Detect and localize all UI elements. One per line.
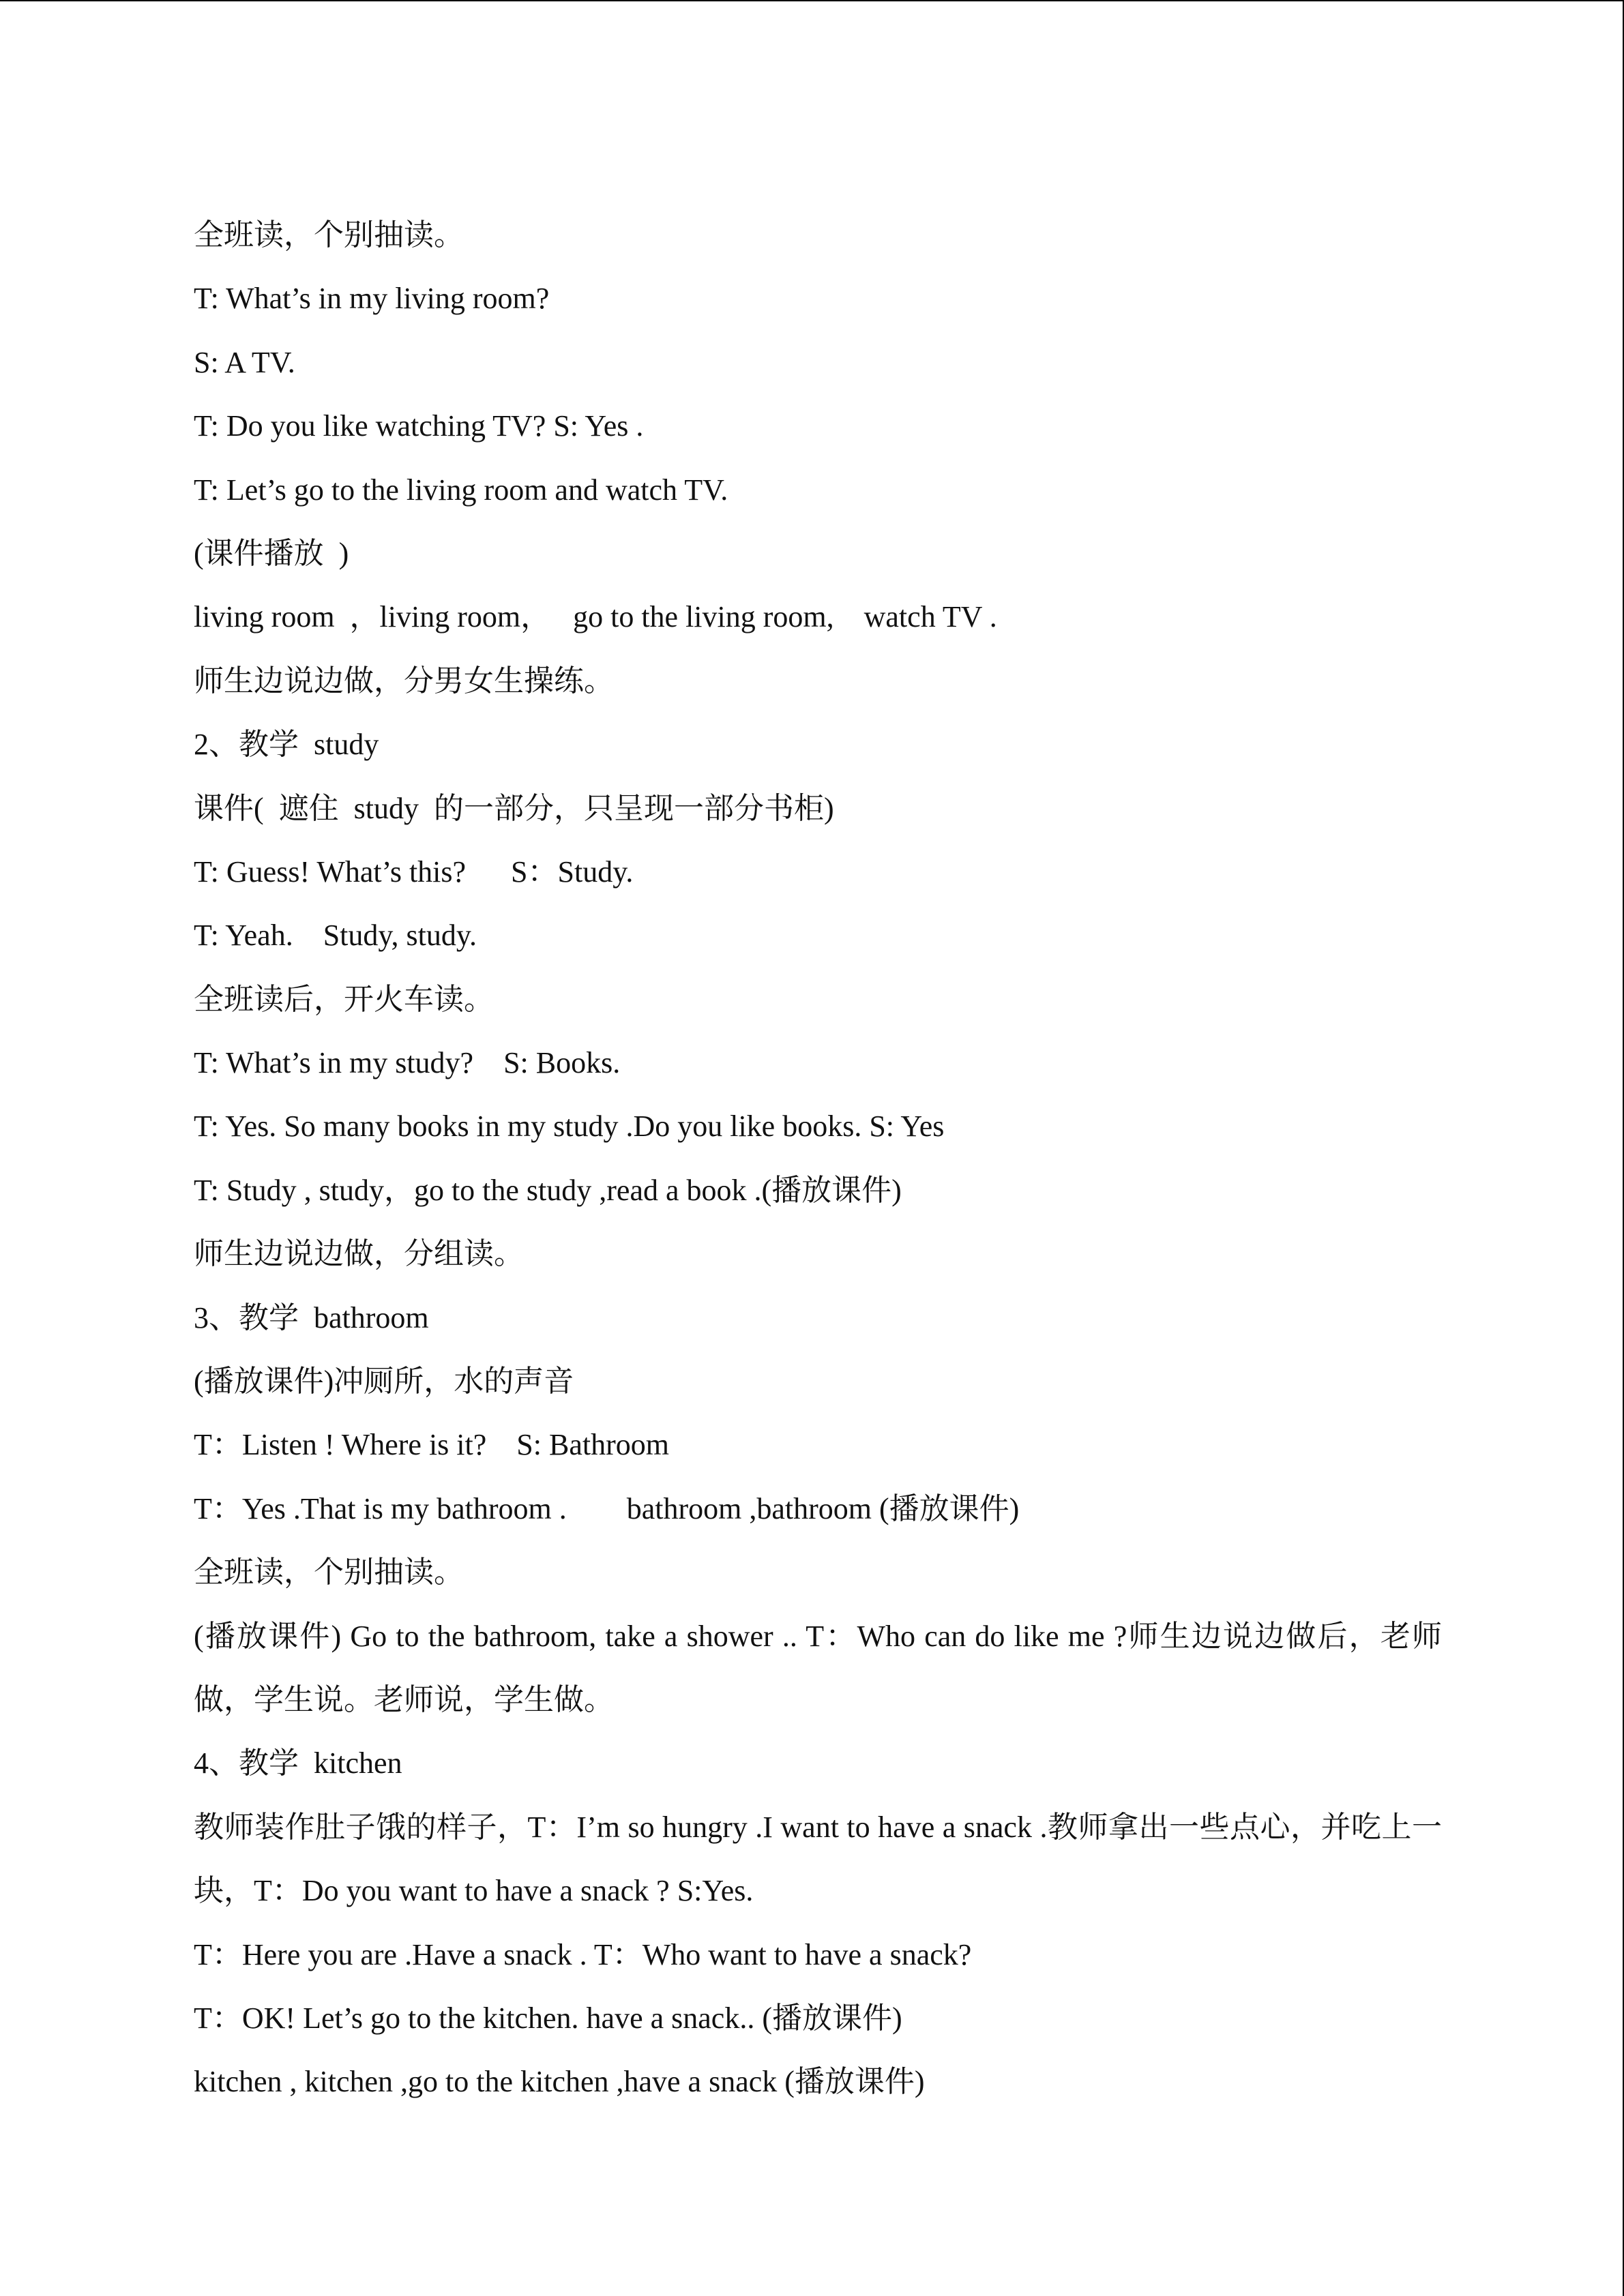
text-line: T: Yes. So many books in my study .Do you like books. S: Yes: [194, 1109, 945, 1144]
text-line: T：OK! Let’s go to the kitchen. have a snack.. (播放课件): [194, 2001, 902, 2035]
text-line: T：Here you are .Have a snack . T：Who want to have a snack?: [194, 1937, 972, 1971]
text-line: 课件( 遮住 study 的一部分，只呈现一部分书柜): [194, 791, 834, 825]
text-line: kitchen , kitchen ,go to the kitchen ,have a snack (播放课件): [194, 2065, 925, 2099]
text-line: T: What’s in my living room?: [194, 282, 550, 316]
text-line: T: Let’s go to the living room and watch TV.: [194, 473, 728, 507]
text-line: 师生边说边做，分男女生操练。: [194, 664, 614, 698]
text-line: 全班读，个别抽读。: [194, 218, 464, 252]
text-paragraph: (播放课件) Go to the bathroom, take a shower .. T：Who can do like me ?师生边说边做后，老师做，学生说。老师说，学生做。: [194, 1619, 1442, 1716]
text-line: 师生边说边做，分组读。: [194, 1237, 524, 1271]
text-line: T: Study , study，go to the study ,read a book .(播放课件): [194, 1173, 902, 1207]
text-line: living room ，living room， go to the living room, watch TV .: [194, 600, 997, 634]
text-line: T: What’s in my study? S: Books.: [194, 1046, 621, 1080]
section-heading: 4、教学 kitchen: [194, 1746, 402, 1780]
section-heading: 2、教学 study: [194, 728, 379, 762]
text-line: T：Yes .That is my bathroom . bathroom ,bathroom (播放课件): [194, 1491, 1020, 1525]
text-line: (课件播放 ): [194, 536, 349, 570]
text-line: 全班读后，开火车读。: [194, 982, 494, 1016]
text-line: T：Listen ! Where is it? S: Bathroom: [194, 1428, 669, 1462]
text-line: S: A TV.: [194, 345, 295, 379]
text-line: T: Guess! What’s this? S：Study.: [194, 854, 634, 889]
text-paragraph: 教师装作肚子饿的样子，T：I’m so hungry .I want to have a snack .教师拿出一些点心，并吃上一块，T：Do you want to have a snack ? S:Yes.: [194, 1810, 1442, 1908]
section-heading: 3、教学 bathroom: [194, 1300, 429, 1335]
text-line: (播放课件)冲厕所，水的声音: [194, 1365, 574, 1399]
text-line: T: Yeah. Study, study.: [194, 919, 477, 953]
document-body: [194, 203, 1442, 2114]
text-line: T: Do you like watching TV? S: Yes .: [194, 409, 644, 443]
text-line: 全班读，个别抽读。: [194, 1555, 464, 1590]
